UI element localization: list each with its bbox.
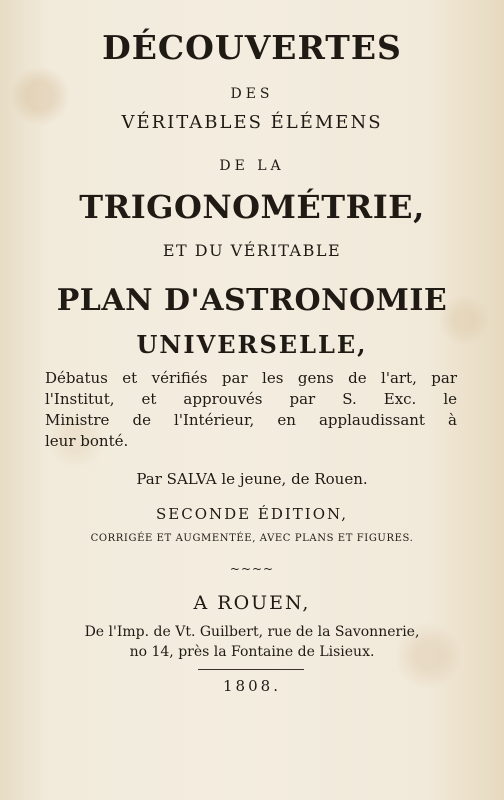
description-line: Débatus et vérifiés par les gens de l'art, par bbox=[45, 369, 457, 387]
imprint-line-1: De l'Imp. de Vt. Guilbert, rue de la Savonnerie, bbox=[84, 624, 420, 640]
description-line: l'Institut, et approuvés par S. Exc. le bbox=[45, 390, 457, 408]
title-des: DES bbox=[230, 86, 274, 102]
title-plan-astronomie: PLAN D'ASTRONOMIE bbox=[56, 283, 448, 318]
edition-line: SECONDE ÉDITION, bbox=[156, 505, 348, 523]
title-main: DÉCOUVERTES bbox=[102, 28, 402, 67]
divider-rule bbox=[198, 669, 304, 670]
description-line: Ministre de l'Intérieur, en applaudissant à bbox=[45, 411, 457, 429]
imprint-line-2: no 14, près la Fontaine de Lisieux. bbox=[129, 644, 375, 660]
imprint-city: A ROUEN, bbox=[193, 592, 311, 614]
corrections-line: CORRIGÉE ET AUGMENTÉE, AVEC PLANS ET FIGURES. bbox=[90, 533, 414, 544]
title-veritables-elemens: VÉRITABLES ÉLÉMENS bbox=[121, 112, 383, 133]
ornament-divider: ~~~~ bbox=[229, 562, 275, 576]
title-universelle: UNIVERSELLE, bbox=[136, 330, 368, 359]
publication-year: 1808. bbox=[223, 677, 281, 695]
title-et-du-veritable: ET DU VÉRITABLE bbox=[162, 241, 342, 260]
author-line: Par SALVA le jeune, de Rouen. bbox=[136, 470, 368, 488]
description-paragraph bbox=[45, 368, 457, 452]
title-de-la: DE LA bbox=[219, 158, 285, 174]
title-trigonometrie: TRIGONOMÉTRIE, bbox=[79, 188, 425, 226]
description-line: leur bonté. bbox=[45, 432, 129, 450]
